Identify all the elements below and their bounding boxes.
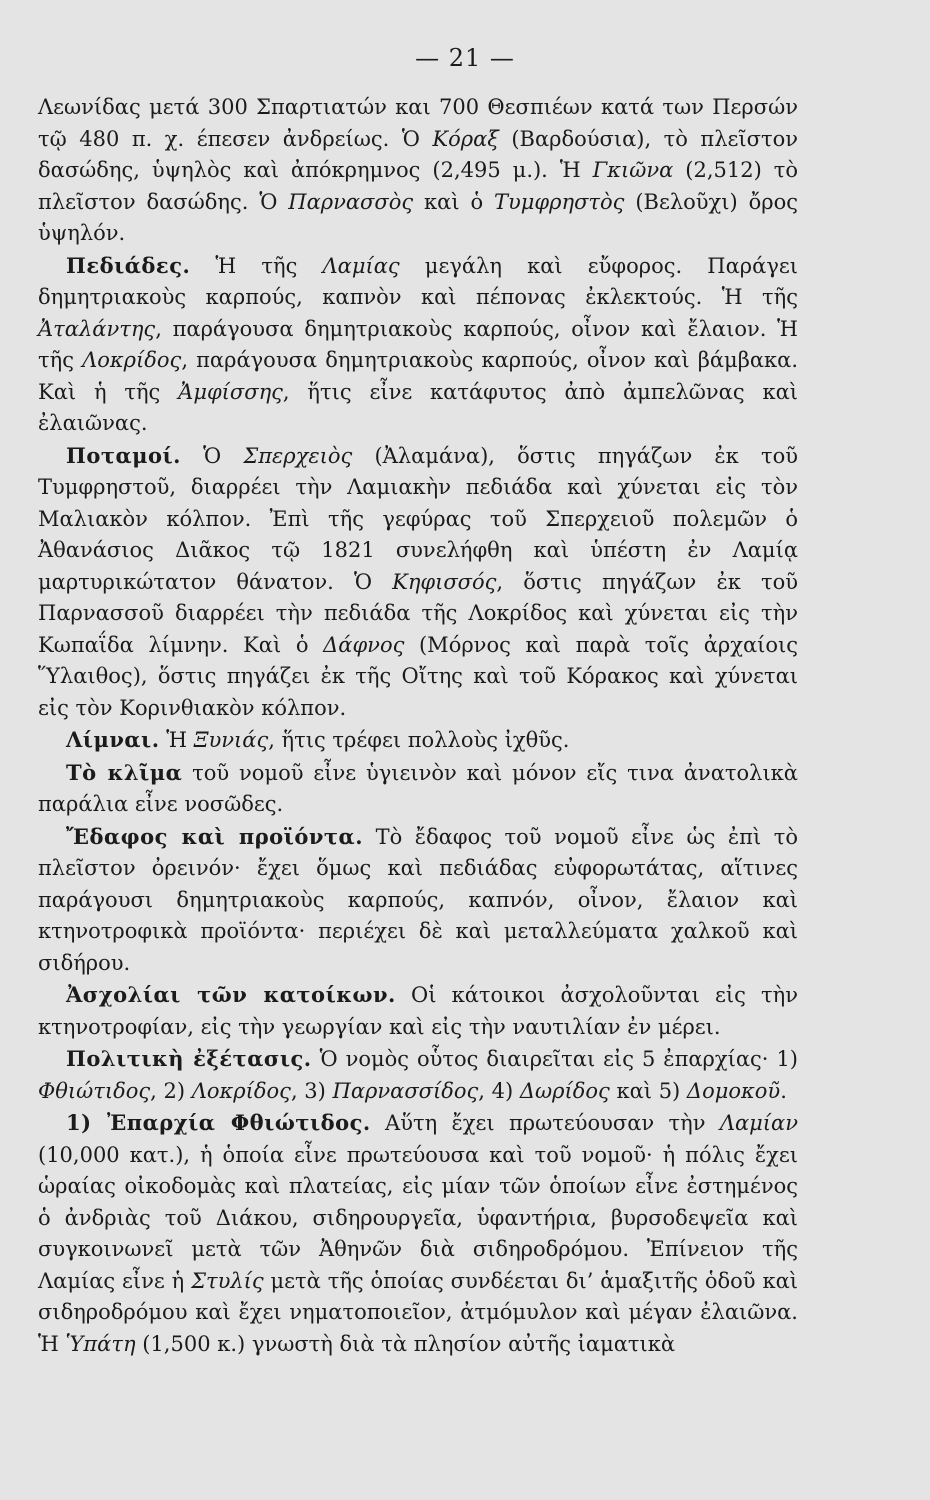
text: Λεωνίδας μετά 300 Σπαρτιατών και 700 Θεσπιέων κατά των Περσών τῷ 480 π. χ. έπεσεν ἀνδρείως. Ὁ — [38, 95, 798, 151]
section-heading: Ἔδαφος καὶ προϊόντα. — [66, 823, 364, 849]
place-name: Ἀμφίσσης — [178, 379, 283, 404]
text: Ἡ τῆς — [190, 253, 323, 278]
place-name: Λοκρίδος — [191, 1078, 291, 1103]
text: (Βελοῦχι) ὄρος ὑψηλόν. — [38, 189, 798, 245]
text: Ὁ νομὸς οὗτος διαιρεῖται εἰς 5 ἐπαρχίας· 1) — [311, 1047, 798, 1071]
place-name: Δομοκοῦ — [686, 1078, 781, 1103]
paragraph-political — [38, 1043, 798, 1107]
place-name: Κηφισσός — [392, 569, 497, 594]
text: , ὅστις πηγάζων ἐκ τοῦ Παρνασσοῦ διαρρέει τὴν πεδιάδα τῆς Λοκρίδος καὶ χύνεται εἰς τὴν Κωπαΐδα λίμνην. Καὶ ὁ — [38, 569, 799, 657]
place-name: Λαμίας — [322, 253, 400, 278]
text: καὶ ὁ — [413, 189, 495, 214]
paragraph-rivers — [38, 440, 798, 725]
place-name: Δωρίδος — [519, 1078, 610, 1103]
paragraph-phthiotis — [38, 1107, 798, 1360]
text: , παράγουσα δημητριακοὺς καρπούς, οἶνον καὶ βάμβακα. Καὶ ἡ τῆς — [38, 348, 798, 404]
place-name: Γκιῶνα — [592, 158, 674, 182]
text: μεγάλη καὶ εὔφορος. Παράγει δημητριακοὺς καρπούς, καπνὸν καὶ πέπονας ἐκλεκτούς. Ἡ τῆς — [38, 253, 798, 309]
place-name: Τυμφρηστὸς — [494, 189, 625, 214]
text: Οἱ κάτοικοι ἀσχολοῦνται εἰς τὴν κτηνοτροφίαν, εἰς τὴν γεωργίαν καὶ εἰς τὴν ναυτιλίαν ἐν μέρει. — [38, 983, 799, 1039]
section-heading: Πεδιάδες. — [66, 252, 191, 278]
section-heading: Λίμναι. — [66, 727, 160, 752]
text: Ὁ — [180, 443, 244, 468]
section-heading: 1) Ἐπαρχία Φθιώτιδος. — [66, 1110, 371, 1135]
text: , ἥτις εἶνε κατάφυτος ἀπὸ ἀμπελῶνας καὶ ἐλαιῶνας. — [38, 379, 798, 435]
text: , 4) — [478, 1078, 520, 1103]
place-name: Στυλίς — [191, 1268, 264, 1293]
paragraph-leonidas-mountains — [38, 92, 798, 250]
text: , ἥτις τρέφει πολλοὺς ἰχθῦς. — [268, 728, 570, 752]
place-name: Λαμίαν — [719, 1111, 798, 1135]
section-heading: Τὸ κλῖμα — [66, 759, 183, 785]
text: Αὕτη ἔχει πρωτεύουσαν τὴν — [370, 1111, 720, 1135]
text: Ἡ — [159, 728, 194, 752]
paragraph-plains — [38, 250, 798, 440]
text: , 2) — [150, 1078, 192, 1103]
page-body — [38, 92, 798, 1360]
text: (10,000 κατ.), ἡ ὁποία εἶνε πρωτεύουσα καὶ τοῦ νομοῦ· ἡ πόλις ἔχει ὡραίας οἰκοδομὰς καὶ πλατείας, εἰς μίαν τῶν ὁποίων εἶνε ἐστημένος ὁ ἀνδριὰς τοῦ Διάκου, σιδηρουργεῖα, ὑφαντήρια, βυρσοδεψεῖα καὶ συγκοινωνεῖ μετὰ τῶν Ἀθηνῶν διὰ σιδηροδρόμου. Ἐπίνειον τῆς Λαμίας εἶνε ἡ — [38, 1142, 798, 1293]
text: (2,512) τὸ πλεῖστον δασώδης. Ὁ — [38, 158, 798, 214]
section-heading: Ἀσχολίαι τῶν κατοίκων. — [66, 982, 396, 1007]
section-heading: Ποταμοί. — [66, 442, 181, 468]
paragraph-occupations — [38, 979, 798, 1043]
paragraph-lakes — [38, 724, 798, 757]
text: , 3) — [290, 1078, 333, 1103]
text: καὶ 5) — [609, 1078, 687, 1103]
place-name: Κόραξ — [432, 126, 499, 151]
place-name: Λοκρίδος — [82, 348, 182, 372]
paragraph-climate — [38, 757, 798, 821]
text: μετὰ τῆς ὁποίας συνδέεται δι’ ἁμαξιτῆς ὁδοῦ καὶ σιδηροδρόμου καὶ ἔχει νηματοποιεῖον, ἀτμόμυλον καὶ μέγαν ἐλαιῶνα. Ἡ — [38, 1268, 798, 1356]
text: (Ἀλαμάνα), ὅστις πηγάζων ἐκ τοῦ Τυμφρηστοῦ, διαρρέει τὴν Λαμιακὴν πεδιάδα καὶ χύνεται εἰς τὸν Μαλιακὸν κόλπον. Ἐπὶ τῆς γεφύρας τοῦ Σπερχειοῦ πολεμῶν ὁ Ἀθανάσιος Διᾶκος τῷ 1821 συνελήφθη καὶ ὑπέστη ἐν Λαμίᾳ μαρτυρικώτατον θάνατον. Ὁ — [38, 443, 798, 594]
place-name: Παρνασσὸς — [288, 189, 414, 214]
place-name: Ὑπάτη — [65, 1331, 136, 1356]
section-heading: Πολιτικὴ ἐξέτασις. — [66, 1046, 312, 1071]
place-name: Ἀταλάντης — [38, 316, 156, 341]
text: τοῦ νομοῦ εἶνε ὑγιεινὸν καὶ μόνον εἴς τινα ἀνατολικὰ παράλια εἶνε νοσῶδες. — [38, 760, 798, 816]
text: Τὸ ἔδαφος τοῦ νομοῦ εἶνε ὡς ἐπὶ τὸ πλεῖστον ὀρεινόν· ἔχει ὅμως καὶ πεδιάδας εὐφορωτάτας, αἵτινες παράγουσι δημητριακοὺς καρπούς, καπνόν, οἶνον, ἔλαιον καὶ κτηνοτροφικὰ προϊόντα· περιέχει δὲ καὶ μεταλλεύματα χαλκοῦ καὶ σιδήρου. — [38, 824, 798, 975]
text: (Μόρνος καὶ παρὰ τοῖς ἀρχαίοις Ὕλαιθος), ὅστις πηγάζει ἐκ τῆς Οἴτης καὶ τοῦ Κόρακος καὶ χύνεται εἰς τὸν Κορινθιακὸν κόλπον. — [38, 632, 798, 720]
place-name: Φθιώτιδος — [38, 1078, 151, 1103]
text: (1,500 κ.) γνωστὴ διὰ τὰ πλησίον αὐτῆς ἰαματικὰ — [135, 1331, 676, 1356]
paragraph-soil-products — [38, 821, 798, 980]
place-name: Ξυνιάς — [193, 728, 269, 752]
page-number: — 21 — — [415, 44, 515, 72]
text: , παράγουσα δημητριακοὺς καρπούς, οἶνον καὶ ἔλαιον. Ἡ τῆς — [38, 316, 798, 372]
text: . — [780, 1078, 787, 1103]
place-name: Δάφνος — [323, 632, 405, 657]
place-name: Παρνασσίδος — [332, 1078, 479, 1103]
place-name: Σπερχειὸς — [243, 443, 353, 468]
text: (Βαρδούσια), τὸ πλεῖστον δασώδης, ὑψηλὸς καὶ ἀπόκρημνος (2,495 μ.). Ἡ — [38, 126, 798, 182]
